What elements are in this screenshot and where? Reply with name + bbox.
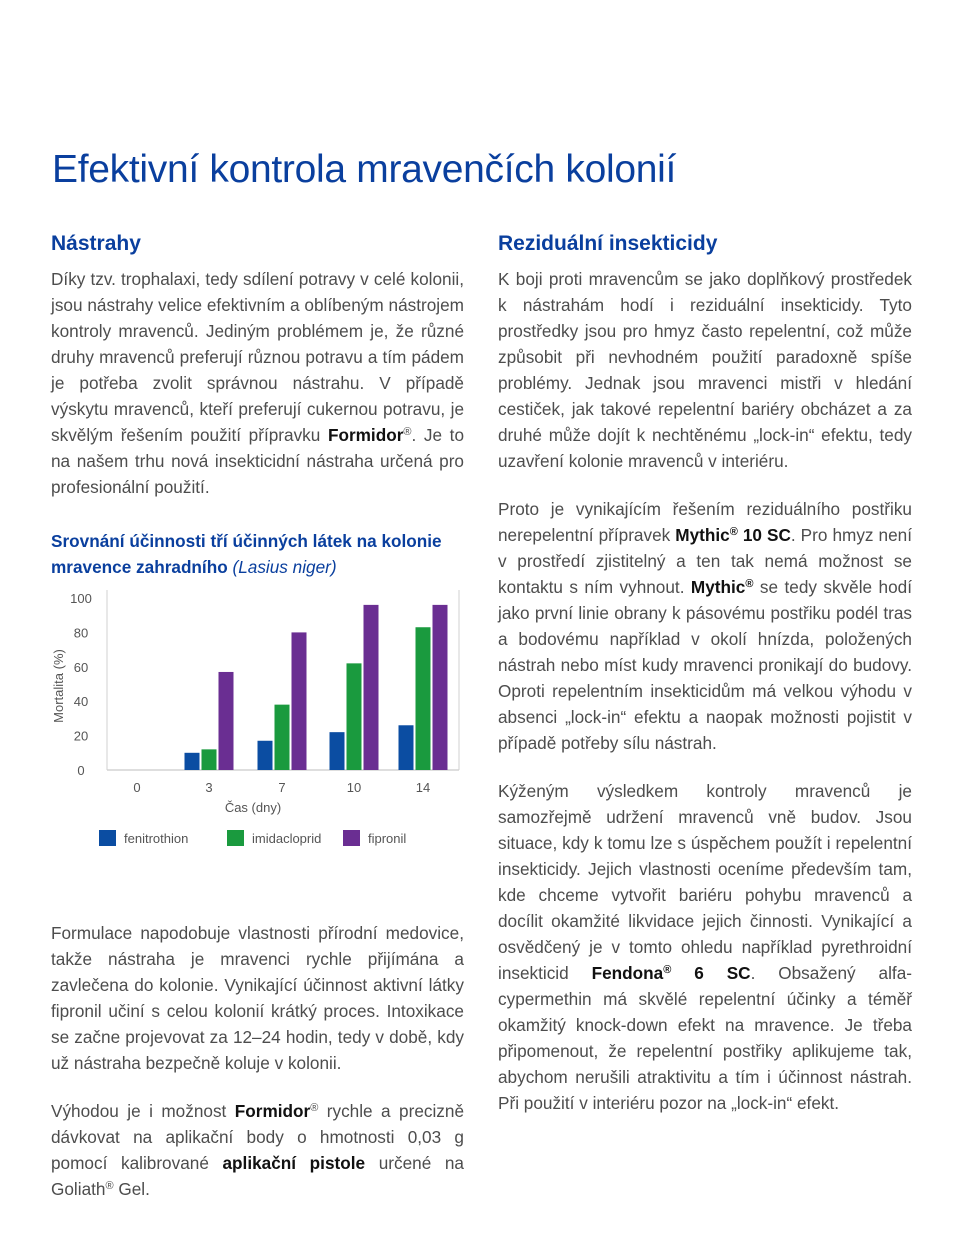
chart-heading-species: (Lasius niger) [232, 557, 337, 577]
paragraph-rezidualni-3: Kýženým výsledkem kontroly mravenců je samozřejmě udržení mravenců vně budov. Jsou situace, kdy k tomu lze s úspěchem použít i repelentní insekticidy. Jejich vlastnosti oceníme především tam, kde chceme vytvořit bariéru pohybu mravenců a docílit okamžité likvidace jejich činnosti. Vynikající a osvědčený je v tomto ohledu například pyrethroidní insekticid Fendona® 6 SC. Obsažený alfa-cypermethin má skvělé repelentní účinky a téměř okamžitý knock-down efekt na mravence. Je třeba připomenout, že repelentní postřiky aplikujeme tak, abychom nerušili atraktivitu a tím i účinnost nástrah. Při použití v interiéru pozor na „lock-in“ efekt. [498, 781, 912, 1113]
x-tick-label: 7 [278, 780, 286, 795]
legend-swatch-fenitrothion [99, 830, 116, 846]
bar-fipronil [219, 672, 234, 770]
left-column [51, 232, 464, 1202]
product-formidor: Formidor [327, 425, 404, 445]
y-tick-label: 80 [73, 625, 89, 641]
y-tick-label: 40 [73, 694, 89, 710]
bar-fenitrothion [399, 725, 414, 770]
chart-heading: Srovnání účinnosti tří účinných látek na kolonie mravence zahradního (Lasius niger) [51, 531, 442, 577]
mortality-chart [51, 590, 464, 920]
paragraph-rezidualni-1: K boji proti mravencům se jako doplňkový prostředek k nástrahám hodí i reziduální insekticidy. Tyto prostředky jsou pro hmyz často repelentní, což může způsobit při nevhodném použití paradoxně spíše problémy. Jednak jsou mravenci mistři v hledání cestiček, jak takové repelentní bariéry obcházet a za druhé může dojít k nechtěnému „lock-in“ efektu, tedy uzavření kolonie mravenců v interiéru. [498, 269, 912, 471]
paragraph-nastrahy: Díky tzv. trophalaxi, tedy sdílení potravy v celé kolonii, jsou nástrahy velice efektivním a oblíbeným nástrojem kontroly mravenců. Jediným problémem je, že různé druhy mravenců preferují různou potravu a tím pádem je potřeba zvolit správnou nástrahu. V případě výskytu mravenců, kteří preferují cukernou potravu, je skvělým řešením použití přípravku Formidor®. Je to na našem trhu nová insekticidní nástraha určená pro profesionální použití. [51, 269, 465, 497]
bar-fipronil [364, 605, 379, 770]
page-title: Efektivní kontrola mravenčích kolonií [52, 148, 677, 191]
right-column [498, 232, 912, 1116]
product-formidor-2: Formidor [234, 1101, 311, 1121]
bar-imidacloprid [347, 663, 362, 770]
bar-fenitrothion [185, 753, 200, 770]
legend-label-imidacloprid: imidacloprid [252, 831, 322, 846]
bar-fenitrothion [330, 732, 345, 770]
x-tick-label: 3 [205, 780, 213, 795]
bar-fipronil [433, 605, 448, 770]
bar-fenitrothion [258, 741, 273, 770]
bar-fipronil [292, 632, 307, 770]
application-gun: aplikační pistole [222, 1153, 366, 1173]
y-tick-label: 100 [70, 591, 92, 606]
legend-swatch-imidacloprid [227, 830, 244, 846]
x-axis-label: Čas (dny) [224, 800, 282, 815]
section-heading-nastrahy: Nástrahy [51, 232, 141, 255]
product-mythic-2: Mythic® [690, 577, 754, 597]
paragraph-rezidualni-2: Proto je vynikajícím řešením reziduálního postřiku nerepelentní přípravek Mythic® 10 SC. Pro hmyz není v prostředí zjistitelný a ten tak nemá možnost se kontaktu s ním vyhnout. Mythic® se tedy skvěle hodí jako první linie obrany k pásovému postřiku podél tras a bodovému například v okolí hnízda, položených nástrah nebo míst kudy mravenci pronikají do budovy. Oproti repelentním insekticidům má velkou výhodu v absenci „lock-in“ efektu a naopak možnosti pojistit v případě potřeby sílu nástrah. [498, 499, 912, 753]
x-tick-label: 0 [133, 780, 141, 795]
x-tick-label: 14 [415, 780, 431, 795]
paragraph-vyhodou: Výhodou je i možnost Formidor® rychle a precizně dávkovat na aplikační body o hmotnosti 0,03 g pomocí kalibrované aplikační pistole určené na Goliath® Gel. [51, 1101, 464, 1199]
mortality-chart-svg [51, 590, 464, 920]
y-tick-label: 20 [73, 728, 89, 744]
x-tick-label: 10 [346, 780, 362, 795]
product-mythic: Mythic® 10 SC [675, 525, 791, 545]
legend-swatch-fipronil [343, 830, 360, 846]
y-tick-label: 0 [77, 763, 85, 778]
paragraph-formulace: Formulace napodobuje vlastnosti přírodní medovice, takže nástraha je mravenci rychle přijímána a zavlečena do kolonie. Vynikající účinnost aktivní látky fipronil učiní s celou kolonií krátký proces. Intoxikace se začne projevovat za 12–24 hodin, tedy v době, kdy už nástraha bezpečně koluje v kolonii. [51, 923, 464, 1073]
y-tick-label: 60 [73, 659, 89, 675]
registered-mark: ® [403, 426, 412, 438]
product-fendona: Fendona® 6 SC [591, 963, 751, 983]
legend-label-fenitrothion: fenitrothion [124, 831, 189, 846]
bar-imidacloprid [202, 749, 217, 770]
y-axis-label: Mortalita (%) [51, 649, 66, 723]
section-heading-rezidualni: Reziduální insekticidy [498, 232, 718, 255]
bar-imidacloprid [275, 705, 290, 770]
bar-imidacloprid [416, 627, 431, 770]
legend-label-fipronil: fipronil [368, 831, 407, 846]
